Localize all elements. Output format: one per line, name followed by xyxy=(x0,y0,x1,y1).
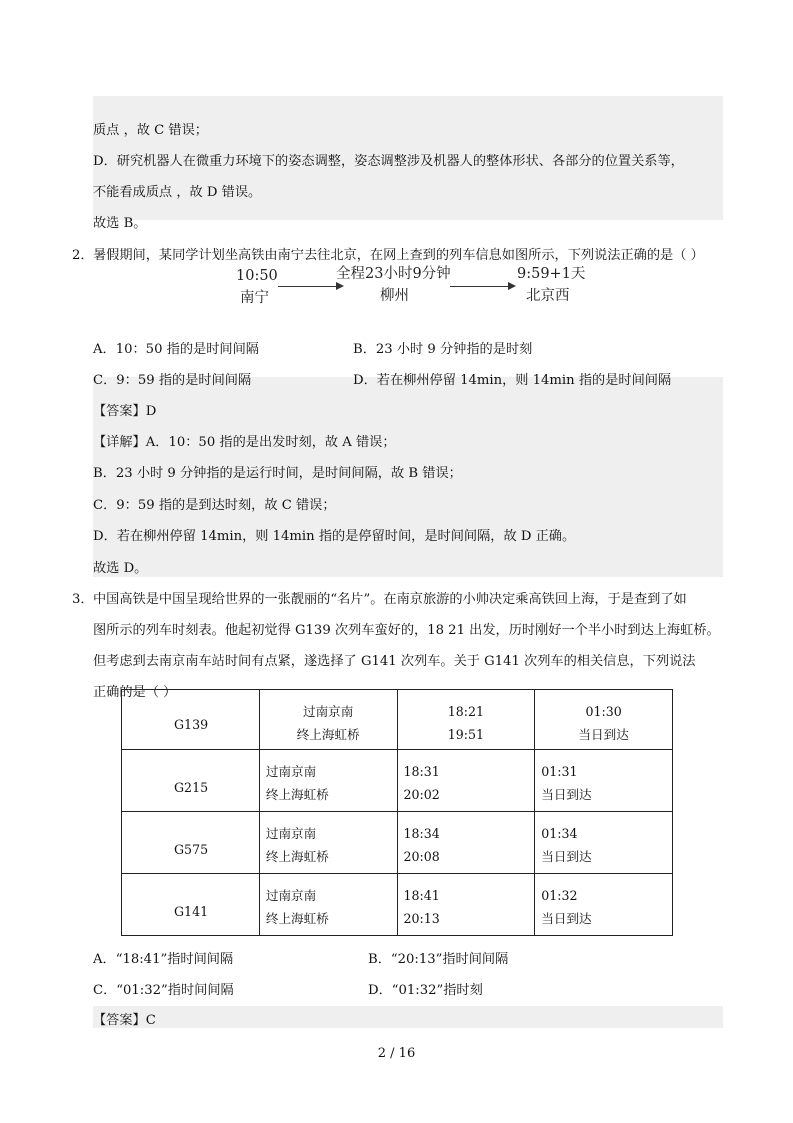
arrival-day: 当日到达 xyxy=(541,786,592,802)
question-number: 2． xyxy=(72,248,94,263)
conclusion-line: 故选 D。 xyxy=(93,561,148,576)
question-stem: 暑假期间，某同学计划坐高铁由南宁去往北京，在网上查到的列车信息如图所示，下列说法正确的是（ ） xyxy=(93,248,704,263)
arrow-icon xyxy=(450,286,514,287)
route-cell xyxy=(259,750,397,812)
answer-line: 【答案】D xyxy=(93,404,157,419)
table-row xyxy=(122,812,673,874)
table-row xyxy=(122,690,673,750)
duration-cell xyxy=(535,750,673,812)
route-via: 过南京南 xyxy=(265,825,317,841)
explanation-line: D．研究机器人在微重力环境下的姿态调整，姿态调整涉及机器人的整体形状、各部分的位置关系等， xyxy=(93,154,684,169)
depart-time: 10:50 xyxy=(236,268,278,284)
conclusion-line: 故选 B。 xyxy=(93,216,147,231)
route-end: 终上海虹桥 xyxy=(296,726,360,742)
train-number-cell xyxy=(122,812,260,874)
arrival-day: 当日到达 xyxy=(541,910,592,926)
table-row xyxy=(122,750,673,812)
duration-cell xyxy=(535,690,673,750)
arrow-icon xyxy=(278,286,342,287)
question-stem: 但考虑到去南京南车站时间有点紧，遂选择了 G141 次列车。关于 G141 次列车的相关信息，下列说法 xyxy=(93,654,696,669)
mid-station: 柳州 xyxy=(380,288,409,304)
detail-line: B．23 小时 9 分钟指的是运行时间，是时间间隔，故 B 错误； xyxy=(93,466,462,481)
route-cell xyxy=(259,690,397,750)
arrive-time: 20:02 xyxy=(403,786,440,802)
duration-cell xyxy=(535,874,673,936)
duration: 01:34 xyxy=(541,825,578,841)
depart-time: 18:21 xyxy=(447,703,485,719)
train-number: G141 xyxy=(174,904,209,919)
duration-cell xyxy=(535,812,673,874)
option-c: C．“01:32”指时间间隔 xyxy=(93,983,234,998)
detail-line: 【详解】A．10：50 指的是出发时刻，故 A 错误； xyxy=(93,435,396,450)
train-number-cell xyxy=(122,874,260,936)
duration: 01:30 xyxy=(585,703,622,719)
train-route-figure xyxy=(230,262,590,306)
route-via: 过南京南 xyxy=(302,703,354,719)
route-via: 过南京南 xyxy=(265,887,317,903)
question-stem: 图所示的列车时刻表。他起初觉得 G139 次列车蛮好的，18 21 出发，历时刚好一个半小时到达上海虹桥。 xyxy=(93,623,720,638)
arrive-time: 19:51 xyxy=(447,726,485,742)
answer-shade-q3 xyxy=(93,1006,723,1028)
arrive-station: 北京西 xyxy=(526,288,570,304)
duration: 01:32 xyxy=(541,887,578,903)
depart-station: 南宁 xyxy=(240,290,269,306)
answer-line: 【答案】C xyxy=(93,1013,156,1028)
arrival-day: 当日到达 xyxy=(578,726,629,742)
depart-time: 18:31 xyxy=(403,763,440,779)
time-cell xyxy=(397,750,535,812)
question-stem: 中国高铁是中国呈现给世界的一张靓丽的“名片”。在南京旅游的小帅决定乘高铁回上海，于是查到了如 xyxy=(93,592,687,607)
option-b: B．“20:13”指时间间隔 xyxy=(368,952,509,967)
train-number-cell xyxy=(122,690,260,750)
train-number: G575 xyxy=(174,842,209,857)
question-stem: 正确的是（ ） xyxy=(93,685,177,700)
total-duration: 全程23小时9分钟 xyxy=(336,266,451,282)
arrive-time: 20:08 xyxy=(403,848,440,864)
duration: 01:31 xyxy=(541,763,578,779)
arrive-time: 9:59+1天 xyxy=(517,266,586,282)
table-row xyxy=(122,874,673,936)
option-d: D．“01:32”指时刻 xyxy=(368,983,483,998)
detail-line: D．若在柳州停留 14min，则 14min 指的是停留时间，是时间间隔，故 D 正确。 xyxy=(93,529,576,544)
explanation-line: 不能看成质点 ，故 D 错误。 xyxy=(93,185,262,200)
time-cell xyxy=(397,690,535,750)
route-via: 过南京南 xyxy=(265,763,317,779)
option-d: D．若在柳州停留 14min，则 14min 指的是时间间隔 xyxy=(353,373,672,388)
route-end: 终上海虹桥 xyxy=(265,910,329,926)
option-b: B．23 小时 9 分钟指的是时刻 xyxy=(353,342,533,357)
train-number: G139 xyxy=(174,717,209,732)
page-number: 2 / 16 xyxy=(377,1046,416,1061)
route-end: 终上海虹桥 xyxy=(265,848,329,864)
depart-time: 18:34 xyxy=(403,825,440,841)
route-cell xyxy=(259,874,397,936)
time-cell xyxy=(397,874,535,936)
explanation-line: 质点 ，故 C 错误； xyxy=(93,123,208,138)
route-cell xyxy=(259,812,397,874)
option-a: A．10：50 指的是时间间隔 xyxy=(93,342,259,357)
route-end: 终上海虹桥 xyxy=(265,786,329,802)
option-a: A．“18:41”指时间间隔 xyxy=(93,952,234,967)
train-number-cell xyxy=(122,750,260,812)
option-c: C．9：59 指的是时间间隔 xyxy=(93,373,252,388)
time-cell xyxy=(397,812,535,874)
depart-time: 18:41 xyxy=(403,887,440,903)
train-timetable xyxy=(121,689,673,936)
question-number: 3． xyxy=(72,592,94,607)
arrive-time: 20:13 xyxy=(403,910,440,926)
train-number: G215 xyxy=(174,780,209,795)
detail-line: C．9：59 指的是到达时刻，故 C 错误； xyxy=(93,498,336,513)
arrival-day: 当日到达 xyxy=(541,848,592,864)
